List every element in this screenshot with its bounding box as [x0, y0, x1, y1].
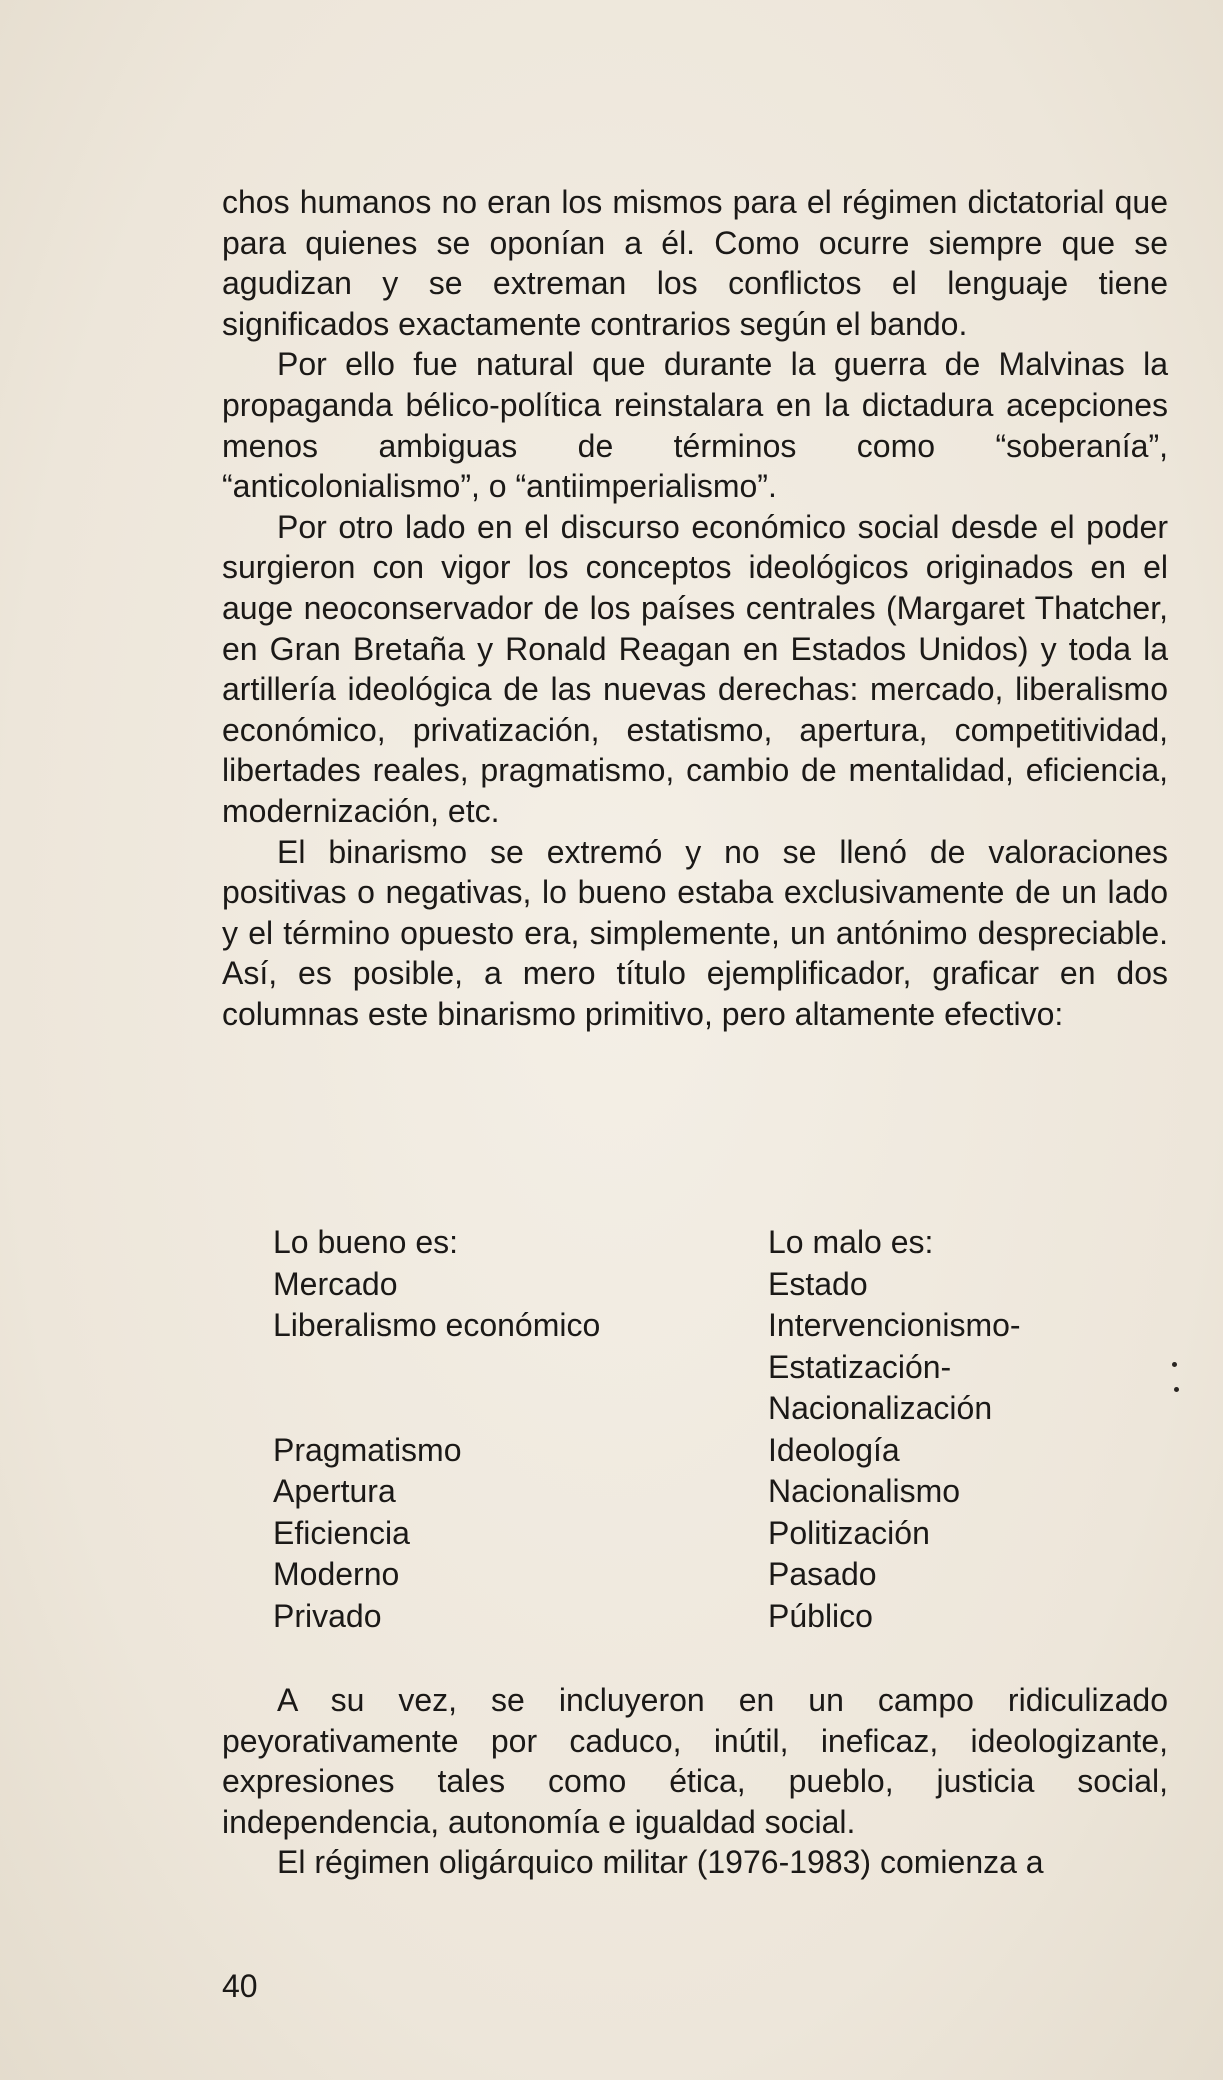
- paragraph-2: Por ello fue natural que durante la guerra de Malvinas la propaganda bélico-política reinstalara en la dictadura acepciones menos ambiguas de términos como “soberanía”, “anticolonialismo”, o “antiimperialismo”.: [222, 346, 1168, 505]
- column-good-item: Pragmatismo: [273, 1431, 462, 1468]
- column-bad-item: Politización: [768, 1514, 930, 1551]
- print-speck: [1174, 1387, 1179, 1392]
- body-text-top: [222, 182, 1168, 1034]
- column-good-item: Moderno: [273, 1556, 400, 1592]
- column-bad-heading: Lo malo es:: [768, 1224, 934, 1260]
- column-good-item: Privado: [273, 1597, 382, 1634]
- column-bad-item: Nacionalización: [768, 1390, 993, 1426]
- column-bad-item: Intervencionismo-: [768, 1307, 1021, 1343]
- print-speck: [1172, 1362, 1177, 1367]
- body-text-bottom: [222, 1680, 1168, 1883]
- paragraph-4: El binarismo se extremó y no se llenó de valoraciones positivas o negativas, lo bueno estaba exclusivamente de un lado y el término opuesto era, simplemente, un antónimo despreciable. Así, es posible, a mero título ejemplificador, graficar en dos columnas este binarismo primitivo, pero altamente efectivo:: [222, 833, 1168, 1032]
- paragraph-1: chos humanos no eran los mismos para el régimen dictatorial que para quienes se oponían a él. Como ocurre siempre que se agudizan y se extreman los conflictos el lenguaje tiene significados exactamente contrarios según el bando.: [222, 184, 1168, 342]
- column-good-item: Liberalismo económico: [273, 1307, 601, 1343]
- page-number: 40: [222, 1968, 258, 2004]
- column-good-item: Eficiencia: [273, 1514, 410, 1551]
- column-bad-item: Público: [768, 1597, 873, 1634]
- column-bad-item: Estatización-: [768, 1348, 952, 1385]
- column-bad-item: Ideología: [768, 1431, 900, 1468]
- paragraph-5: A su vez, se incluyeron en un campo ridiculizado peyorativamente por caduco, inútil, ineficaz, ideologizante, expresiones tales como ética, pueblo, justicia social, independencia, autonomía e igualdad social.: [222, 1682, 1168, 1840]
- column-good-item: Mercado: [273, 1265, 398, 1302]
- column-bad-item: Pasado: [768, 1556, 877, 1592]
- paragraph-3: Por otro lado en el discurso económico social desde el poder surgieron con vigor los conceptos ideológicos originados en el auge neoconservador de los países centrales (Margaret Thatcher, en Gran Bretaña y Ronald Reagan en Estados Unidos) y toda la artillería ideológica de las nuevas derechas: mercado, liberalismo económico, privatización, estatismo, apertura, competitividad, libertades reales, pragmatismo, cambio de mentalidad, eficiencia, modernización, etc.: [222, 508, 1168, 829]
- column-spacer: [273, 1388, 713, 1430]
- column-bad-item: Nacionalismo: [768, 1473, 961, 1509]
- paragraph-6: El régimen oligárquico militar (1976-1983) comienza a: [277, 1844, 1044, 1881]
- column-good-heading: Lo bueno es:: [273, 1224, 459, 1260]
- column-good: [273, 1222, 713, 1637]
- column-spacer: [273, 1347, 713, 1389]
- column-good-item: Apertura: [273, 1473, 396, 1509]
- column-bad: [768, 1222, 1188, 1637]
- column-bad-item: Estado: [768, 1265, 868, 1302]
